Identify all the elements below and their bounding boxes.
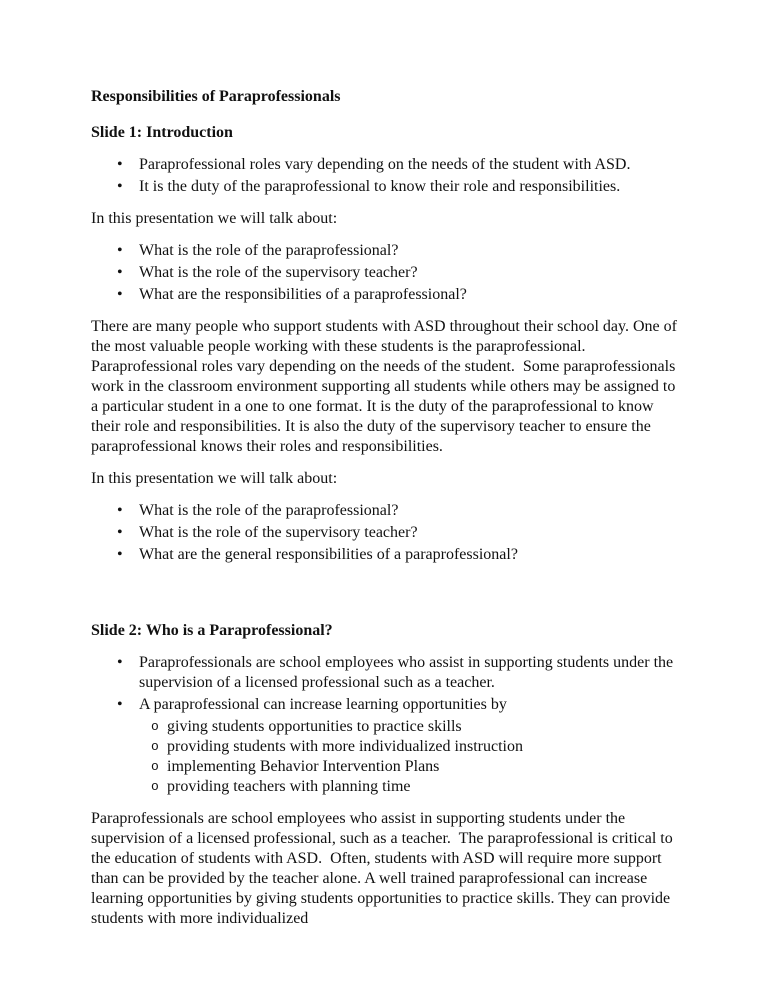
slide1-heading: Slide 1: Introduction bbox=[91, 124, 233, 141]
sub-list-item: o implementing Behavior Intervention Plans bbox=[139, 757, 679, 777]
slide1-talk-about-label-2: In this presentation we will talk about: bbox=[91, 470, 338, 487]
sub-list-item: o providing students with more individualized instruction bbox=[139, 737, 679, 757]
slide2-sub-bullet-list bbox=[139, 717, 679, 797]
list-item-text: Paraprofessionals are school employees who assist in supporting students under the supervision of a licensed professional such as a teacher. bbox=[139, 654, 674, 691]
list-item: • What is the role of the supervisory teacher? bbox=[91, 523, 679, 543]
list-item: • It is the duty of the paraprofessional to know their role and responsibilities. bbox=[91, 177, 679, 197]
slide1-talk-about-label-1: In this presentation we will talk about: bbox=[91, 210, 338, 227]
slide1-talk-about-list-1 bbox=[91, 241, 679, 305]
slide2-heading: Slide 2: Who is a Paraprofessional? bbox=[91, 622, 333, 639]
list-item: • Paraprofessional roles vary depending on the needs of the student with ASD. bbox=[91, 155, 679, 175]
list-item: • What is the role of the paraprofessional? bbox=[91, 501, 679, 521]
list-item: • What is the role of the supervisory teacher? bbox=[91, 263, 679, 283]
list-item-text: A paraprofessional can increase learning opportunities by bbox=[139, 696, 507, 713]
list-item bbox=[91, 653, 679, 693]
sub-list-item: o providing teachers with planning time bbox=[139, 777, 679, 797]
slide1-intro-bullet-list bbox=[91, 155, 679, 197]
sub-list-item: o giving students opportunities to practice skills bbox=[139, 717, 679, 737]
slide2-bullet-list bbox=[91, 653, 679, 797]
list-item bbox=[91, 695, 679, 797]
slide1-talk-about-list-2 bbox=[91, 501, 679, 565]
list-item: • What is the role of the paraprofessional? bbox=[91, 241, 679, 261]
slide1-paragraph: There are many people who support students with ASD throughout their school day. One of the most valuable people working with these students is the paraprofessional. Paraprofessional roles vary depending on the needs of the student. Some paraprofessionals work in the classroom environment supporting all students while others may be assigned to a particular student in a one to one format. It is the duty of the paraprofessional to know their role and responsibilities. It is also the duty of the supervisory teacher to ensure the paraprofessional knows their roles and responsibilities. bbox=[91, 318, 681, 455]
slide2-paragraph: Paraprofessionals are school employees who assist in supporting students under the supervision of a licensed professional, such as a teacher. The paraprofessional is critical to the education of students with ASD. Often, students with ASD will require more support than can be provided by the teacher alone. A well trained paraprofessional can increase learning opportunities by giving students opportunities to practice skills. They can provide students with more individualized bbox=[91, 810, 677, 927]
list-item: • What are the responsibilities of a paraprofessional? bbox=[91, 285, 679, 305]
document-title: Responsibilities of Paraprofessionals bbox=[91, 88, 341, 105]
list-item: • What are the general responsibilities of a paraprofessional? bbox=[91, 545, 679, 565]
